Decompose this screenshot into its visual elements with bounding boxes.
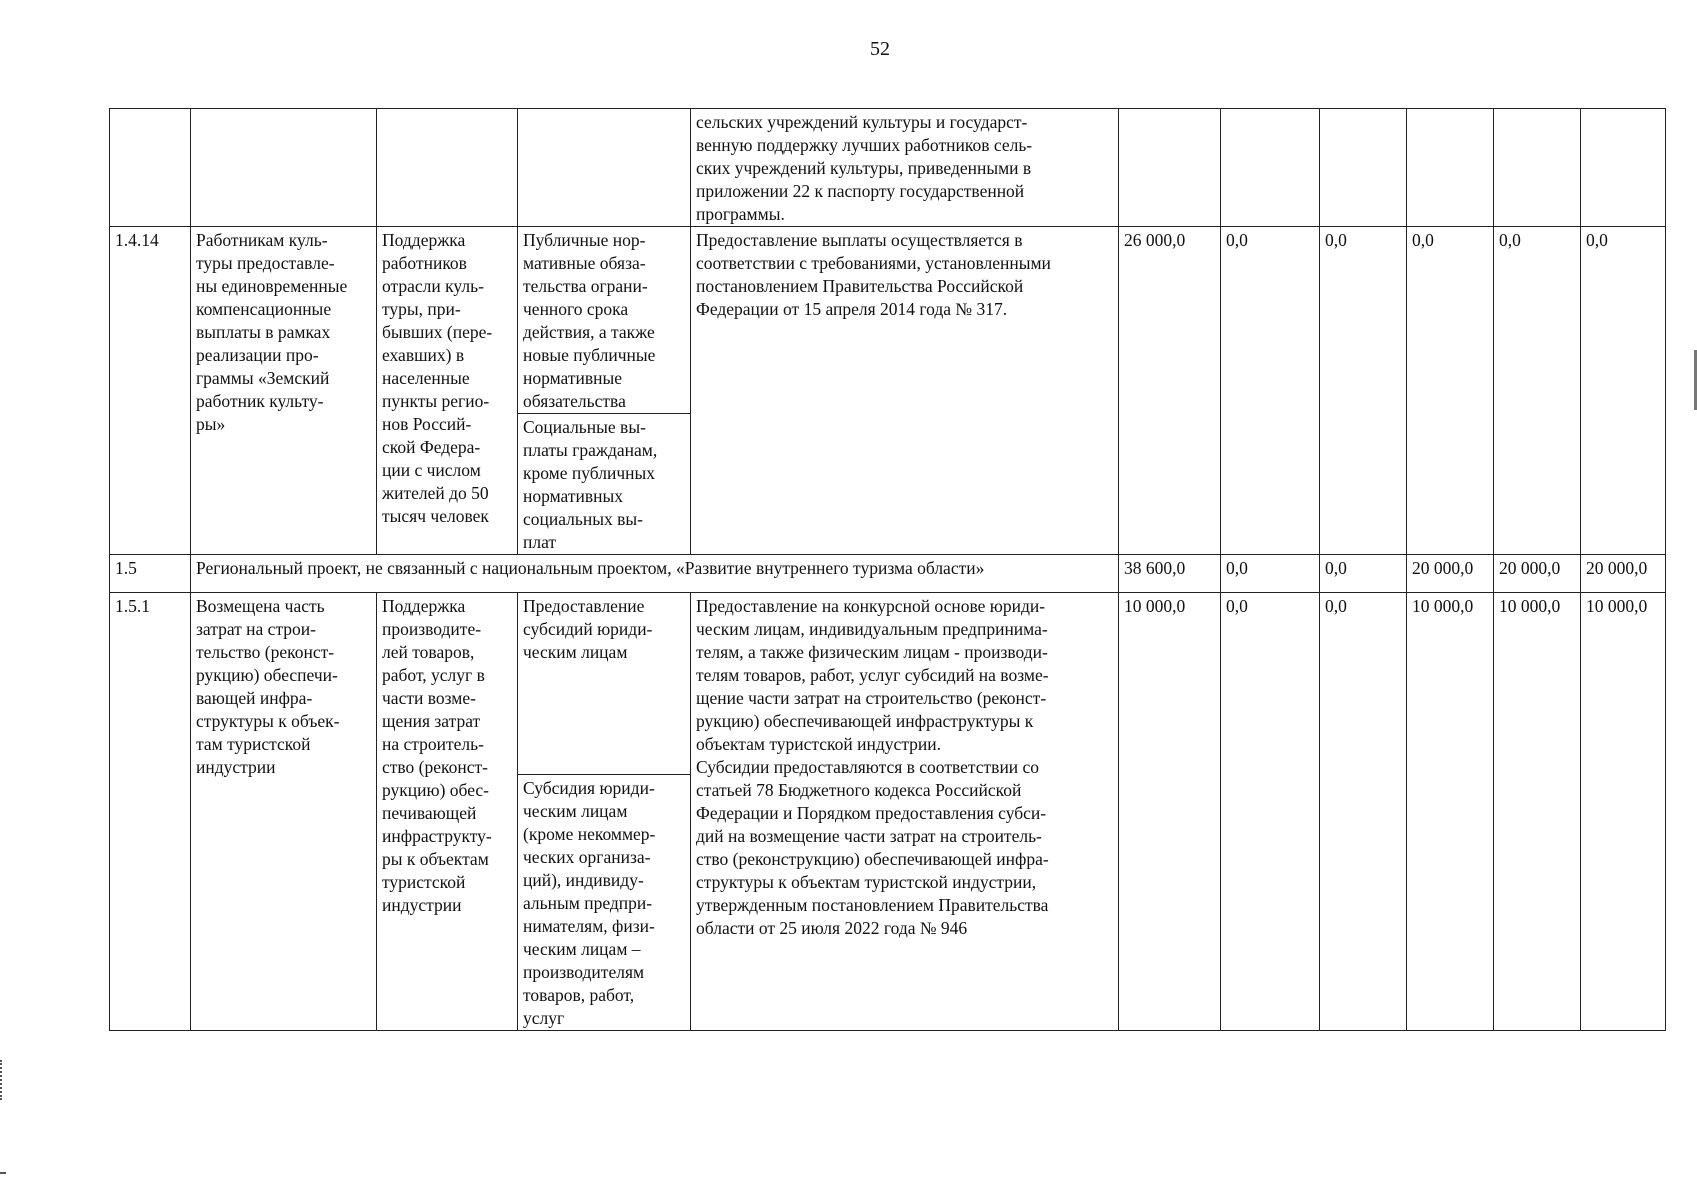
cell-value: 0,0 (1581, 227, 1666, 555)
cell-num: 1.5.1 (110, 593, 191, 1031)
cell-value (1494, 109, 1581, 227)
cell-value: 0,0 (1221, 593, 1320, 1031)
cell-result: Работникам куль- туры предоставле- ны единовременные компенсационные выплаты в рамках реализации про- граммы «Земский работник культу- ры» (191, 227, 377, 555)
scan-edge-marks (0, 1060, 6, 1100)
cell-value: 0,0 (1320, 555, 1407, 593)
cell-value: 10 000,0 (1581, 593, 1666, 1031)
table-row-1-4-14 (110, 227, 1666, 414)
cell-value (1119, 109, 1221, 227)
cell-type-2: Социальные вы- платы гражданам, кроме публичных нормативных социальных вы- плат (518, 414, 691, 555)
cell-value: 10 000,0 (1407, 593, 1494, 1031)
cell-project-title: Региональный проект, не связанный с национальным проектом, «Развитие внутреннего туризма области» (191, 555, 1119, 593)
cell-value: 0,0 (1494, 227, 1581, 555)
cell-value: 0,0 (1407, 227, 1494, 555)
cell-value: 0,0 (1221, 227, 1320, 555)
cell-type-2: Субсидия юриди- ческим лицам (кроме некоммер- ческих организа- ций), индивиду- альным предпри- нимателям, физи- ческим лицам – производителям товаров, работ, услуг (518, 775, 691, 1031)
cell-value: 10 000,0 (1119, 593, 1221, 1031)
cell-num (110, 109, 191, 227)
cell-value (1407, 109, 1494, 227)
cell-value: 26 000,0 (1119, 227, 1221, 555)
cell-description: Предоставление выплаты осуществляется в соответствии с требованиями, установленными постановлением Правительства Российской Федерации от 15 апреля 2014 года № 317. (691, 227, 1119, 555)
cell-value (1320, 109, 1407, 227)
cell-description: Предоставление на конкурсной основе юриди- ческим лицам, индивидуальным предпринима- телям, а также физическим лицам - производи- телям товаров, работ, услуг субсидий на возме- щение части затрат на строительство (реконст- рукцию) обеспечивающей инфраструктуры к объектам туристской индустрии. Субсидии предоставляются в соответствии со статьей 78 Бюджетного кодекса Российской Федерации и Порядком предоставления субси- дий на возмещение части затрат на строитель- ство (реконструкцию) обеспечивающей инфра- структуры к объектам туристской индустрии, утвержденным постановлением Правительства области от 25 июля 2022 года № 946 (691, 593, 1119, 1031)
cell-measure (377, 109, 518, 227)
page-number: 52 (870, 38, 890, 60)
cell-type-1: Публичные нор- мативные обяза- тельства ограни- ченного срока действия, а также новые публичные нормативные обязательства (518, 227, 691, 414)
table-row-continuation (110, 109, 1666, 227)
cell-value: 0,0 (1221, 555, 1320, 593)
cell-measure: Поддержка работников отрасли куль- туры, при- бывших (пере- ехавших) в населенные пункты регио- нов Россий- ской Федера- ции с числом жителей до 50 тысяч человек (377, 227, 518, 555)
cell-value: 0,0 (1320, 227, 1407, 555)
cell-value: 38 600,0 (1119, 555, 1221, 593)
cell-measure: Поддержка производите- лей товаров, работ, услуг в части возме- щения затрат на строитель- ство (реконст- рукцию) обес- печивающей инфраструкту- ры к объектам туристской индустрии (377, 593, 518, 1031)
cell-value: 20 000,0 (1581, 555, 1666, 593)
table-row-1-5 (110, 555, 1666, 593)
cell-value: 20 000,0 (1407, 555, 1494, 593)
cell-result (191, 109, 377, 227)
cell-value: 0,0 (1320, 593, 1407, 1031)
cell-type (518, 109, 691, 227)
cell-num: 1.5 (110, 555, 191, 593)
cell-result: Возмещена часть затрат на строи- тельство (реконст- рукцию) обеспечи- вающей инфра- структуры к объек- там туристской индустрии (191, 593, 377, 1031)
scan-edge-tick (0, 1172, 6, 1174)
cell-description: сельских учреждений культуры и государст- венную поддержку лучших работников сель- ских учреждений культуры, приведенными в приложении 22 к паспорту государственной программы. (691, 109, 1119, 227)
cell-value: 20 000,0 (1494, 555, 1581, 593)
program-table (109, 108, 1666, 1031)
cell-value (1581, 109, 1666, 227)
cell-num: 1.4.14 (110, 227, 191, 555)
table-row-1-5-1 (110, 593, 1666, 775)
cell-value (1221, 109, 1320, 227)
cell-value: 10 000,0 (1494, 593, 1581, 1031)
cell-type-1: Предоставление субсидий юриди- ческим лицам (518, 593, 691, 775)
